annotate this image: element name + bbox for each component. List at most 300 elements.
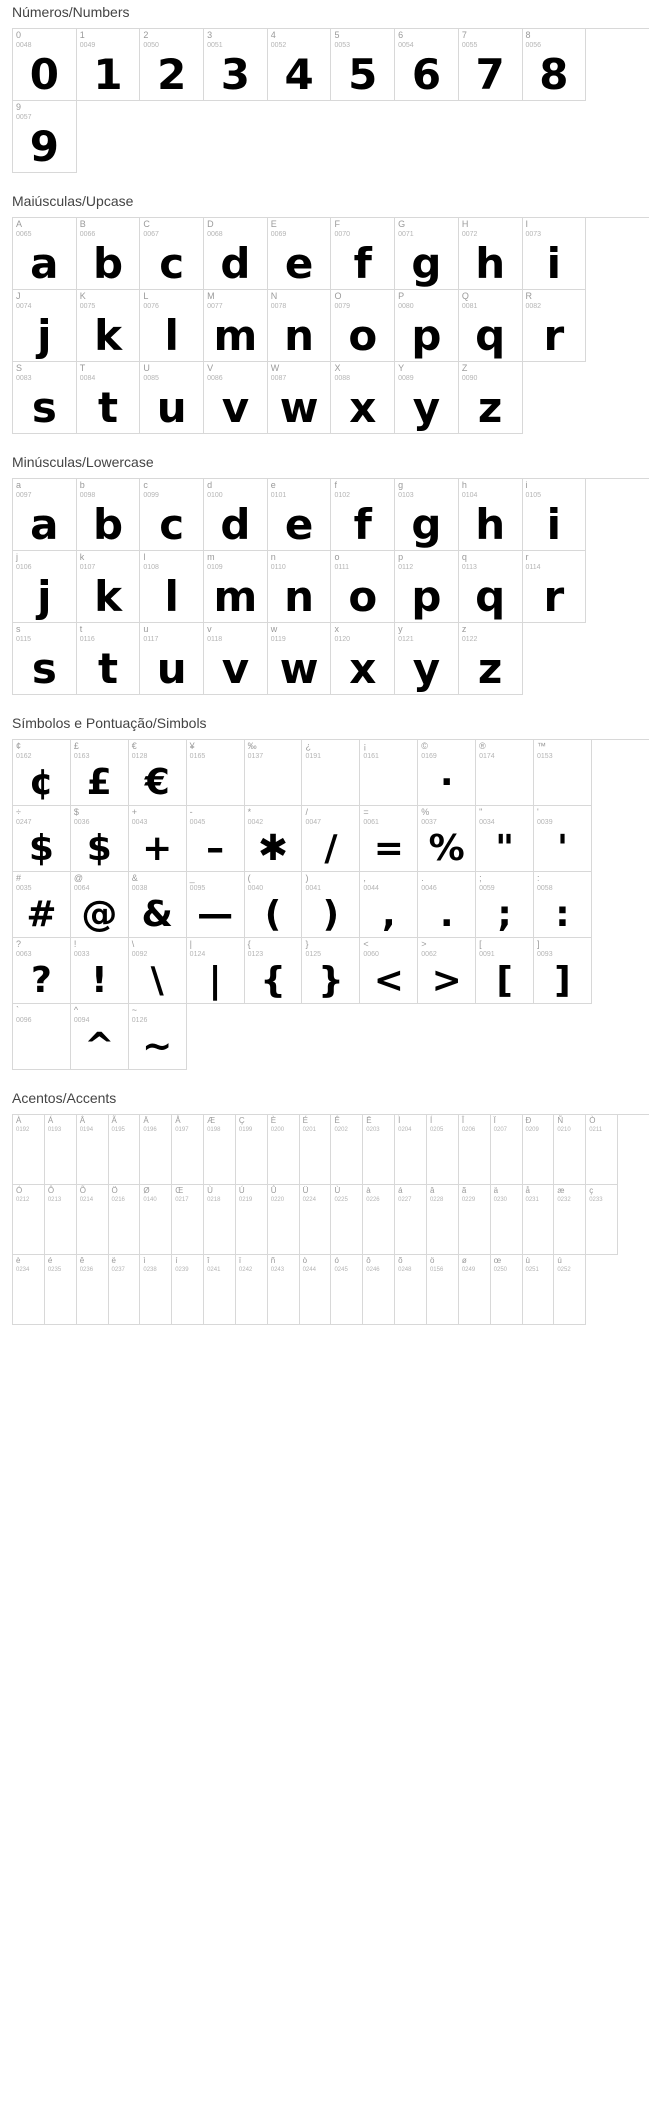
glyph-preview: f <box>353 500 372 549</box>
glyph-cell[interactable] <box>45 1255 77 1325</box>
glyph-cell[interactable] <box>395 29 459 101</box>
glyph-cell[interactable] <box>363 1115 395 1185</box>
glyph-labels <box>77 290 140 310</box>
glyph-preview: c <box>159 239 185 288</box>
glyph-code-label: 0137 <box>247 753 264 760</box>
glyph-cell[interactable] <box>13 938 71 1004</box>
glyph-cell[interactable] <box>172 1115 204 1185</box>
glyph-cell[interactable] <box>13 290 77 362</box>
glyph-character-label: : <box>537 873 540 883</box>
glyph-cell[interactable] <box>331 362 395 434</box>
glyph-cell[interactable] <box>302 740 360 806</box>
glyph-character-label: O <box>334 291 342 301</box>
glyph-cell[interactable] <box>187 806 245 872</box>
glyph-cell[interactable] <box>13 218 77 290</box>
glyph-preview: s <box>31 383 57 432</box>
glyph-cell[interactable] <box>13 551 77 623</box>
glyph-preview: o <box>348 311 378 360</box>
glyph-labels <box>476 872 533 892</box>
glyph-cell[interactable] <box>236 1115 268 1185</box>
glyph-cell[interactable] <box>268 1255 300 1325</box>
glyph-character-label: , <box>363 873 366 883</box>
glyph-character-label: å <box>525 1186 530 1195</box>
glyph-cell[interactable] <box>71 740 129 806</box>
glyph-cell[interactable] <box>13 1004 71 1070</box>
glyph-cell[interactable] <box>13 1255 45 1325</box>
glyph-cell[interactable] <box>204 479 268 551</box>
glyph-cell[interactable] <box>534 740 592 806</box>
glyph-preview: r <box>543 311 565 360</box>
glyph-cell[interactable] <box>204 1115 236 1185</box>
glyph-cell[interactable] <box>331 218 395 290</box>
glyph-preview: y <box>412 383 441 432</box>
glyph-cell[interactable] <box>331 29 395 101</box>
glyph-labels <box>77 479 140 499</box>
glyph-cell[interactable] <box>140 479 204 551</box>
glyph-character-label: ï <box>238 1256 242 1265</box>
glyph-preview: w <box>279 644 319 693</box>
glyph-labels <box>187 806 244 826</box>
glyph-cell[interactable] <box>459 551 523 623</box>
glyph-labels <box>418 806 475 826</box>
glyph-labels <box>586 1185 617 1203</box>
glyph-cell[interactable] <box>331 1255 363 1325</box>
glyph-cell[interactable] <box>172 1255 204 1325</box>
glyph-cell[interactable] <box>268 623 332 695</box>
glyph-labels <box>140 479 203 499</box>
glyph-cell[interactable] <box>13 740 71 806</box>
glyph-code-label: 0232 <box>557 1197 571 1203</box>
glyph-labels <box>363 1115 394 1133</box>
glyph-preview: , <box>381 894 396 935</box>
glyph-cell[interactable] <box>140 362 204 434</box>
glyph-character-label: ö <box>429 1256 435 1265</box>
glyph-cell[interactable] <box>245 872 303 938</box>
glyph-preview: / <box>324 828 338 869</box>
glyph-cell[interactable] <box>204 218 268 290</box>
glyph-cell[interactable] <box>45 1185 77 1255</box>
glyph-cell[interactable] <box>459 218 523 290</box>
glyph-cell[interactable] <box>268 29 332 101</box>
glyph-cell[interactable] <box>395 218 459 290</box>
glyph-cell[interactable] <box>331 623 395 695</box>
glyph-cell[interactable] <box>459 362 523 434</box>
glyph-cell[interactable] <box>395 1255 427 1325</box>
glyph-cell[interactable] <box>360 806 418 872</box>
glyph-cell[interactable] <box>268 218 332 290</box>
glyph-grid <box>12 28 649 173</box>
glyph-cell[interactable] <box>418 938 476 1004</box>
glyph-character-label: e <box>270 480 276 490</box>
glyph-cell[interactable] <box>302 872 360 938</box>
glyph-cell[interactable] <box>360 872 418 938</box>
glyph-cell[interactable] <box>395 290 459 362</box>
glyph-labels <box>363 1255 394 1273</box>
glyph-code-label: 0050 <box>143 42 159 49</box>
glyph-character-label: m <box>207 552 215 562</box>
glyph-labels <box>534 938 591 958</box>
glyph-preview: 1 <box>93 50 123 99</box>
glyph-code-label: 0093 <box>537 951 553 958</box>
glyph-cell[interactable] <box>187 740 245 806</box>
glyph-cell[interactable] <box>331 479 395 551</box>
glyph-labels <box>523 218 586 238</box>
glyph-cell[interactable] <box>427 1255 459 1325</box>
glyph-code-label: 0246 <box>366 1267 380 1273</box>
glyph-cell[interactable] <box>586 1115 618 1185</box>
glyph-preview: b <box>92 239 124 288</box>
glyph-character-label: Q <box>461 291 469 301</box>
glyph-cell[interactable] <box>129 806 187 872</box>
glyph-cell[interactable] <box>129 740 187 806</box>
glyph-cell[interactable] <box>459 479 523 551</box>
glyph-preview: i <box>546 500 562 549</box>
section-title: Minúsculas/Lowercase <box>12 454 154 470</box>
glyph-cell[interactable] <box>172 1185 204 1255</box>
glyph-cell[interactable] <box>204 551 268 623</box>
glyph-cell[interactable] <box>459 290 523 362</box>
glyph-cell[interactable] <box>300 1115 332 1185</box>
glyph-character-label: S <box>16 363 23 373</box>
glyph-cell[interactable] <box>77 623 141 695</box>
glyph-cell[interactable] <box>13 1115 45 1185</box>
glyph-cell[interactable] <box>268 362 332 434</box>
glyph-preview: o <box>348 572 378 621</box>
glyph-character-label: è <box>16 1256 21 1265</box>
glyph-cell[interactable] <box>13 29 77 101</box>
glyph-cell[interactable] <box>523 479 587 551</box>
glyph-labels <box>45 1115 76 1133</box>
glyph-character-label: Ú <box>238 1186 245 1195</box>
glyph-cell[interactable] <box>129 872 187 938</box>
glyph-character-label: Á <box>47 1116 54 1125</box>
glyph-cell[interactable] <box>71 806 129 872</box>
glyph-labels <box>13 479 76 499</box>
glyph-cell[interactable] <box>459 623 523 695</box>
glyph-labels <box>71 1004 128 1024</box>
glyph-character-label: ™ <box>537 741 547 751</box>
glyph-cell[interactable] <box>268 1115 300 1185</box>
glyph-character-label: õ <box>398 1256 403 1265</box>
glyph-cell[interactable] <box>523 29 587 101</box>
glyph-cell[interactable] <box>427 1115 459 1185</box>
glyph-cell[interactable] <box>268 479 332 551</box>
glyph-cell[interactable] <box>71 1004 129 1070</box>
glyph-labels <box>268 362 331 382</box>
glyph-cell[interactable] <box>476 872 534 938</box>
glyph-cell[interactable] <box>109 1185 141 1255</box>
glyph-cell[interactable] <box>418 872 476 938</box>
glyph-character-label: Û <box>270 1186 277 1195</box>
glyph-cell[interactable] <box>395 1115 427 1185</box>
glyph-character-label: ê <box>79 1256 85 1265</box>
glyph-labels <box>204 362 267 382</box>
glyph-code-label: 0162 <box>16 753 32 760</box>
glyph-cell[interactable] <box>523 218 587 290</box>
glyph-preview: j <box>37 572 52 621</box>
glyph-cell[interactable] <box>13 479 77 551</box>
glyph-character-label: - <box>189 807 193 817</box>
glyph-cell[interactable] <box>204 362 268 434</box>
glyph-cell[interactable] <box>459 1115 491 1185</box>
glyph-cell[interactable] <box>586 1185 618 1255</box>
glyph-cell[interactable] <box>204 1185 236 1255</box>
glyph-labels <box>302 938 359 958</box>
glyph-character-label: ÷ <box>16 807 21 817</box>
glyph-labels <box>302 872 359 892</box>
glyph-labels <box>395 1115 426 1133</box>
glyph-cell[interactable] <box>395 623 459 695</box>
glyph-character-label: z <box>461 624 467 634</box>
glyph-cell[interactable] <box>204 1255 236 1325</box>
glyph-grid <box>12 739 649 1070</box>
glyph-character-label: ; <box>479 873 482 883</box>
glyph-cell[interactable] <box>523 1115 555 1185</box>
glyph-cell[interactable] <box>395 362 459 434</box>
glyph-code-label: 0102 <box>334 492 351 499</box>
glyph-cell[interactable] <box>77 479 141 551</box>
glyph-character-label: o <box>334 552 340 562</box>
glyph-labels <box>395 218 458 238</box>
glyph-cell[interactable] <box>187 872 245 938</box>
glyph-cell[interactable] <box>363 1255 395 1325</box>
glyph-cell[interactable] <box>554 1185 586 1255</box>
glyph-labels <box>331 551 394 571</box>
glyph-labels <box>418 740 475 760</box>
glyph-cell[interactable] <box>77 29 141 101</box>
glyph-labels <box>523 1255 554 1273</box>
glyph-cell[interactable] <box>331 1115 363 1185</box>
glyph-cell[interactable] <box>77 1185 109 1255</box>
glyph-preview: – <box>206 828 225 869</box>
glyph-cell[interactable] <box>395 1185 427 1255</box>
glyph-cell[interactable] <box>491 1255 523 1325</box>
glyph-cell[interactable] <box>129 1004 187 1070</box>
glyph-code-label: 0068 <box>207 231 223 238</box>
glyph-cell[interactable] <box>245 938 303 1004</box>
glyph-cell[interactable] <box>360 938 418 1004</box>
glyph-character-label: p <box>398 552 404 562</box>
glyph-character-label: | <box>189 939 193 949</box>
glyph-cell[interactable] <box>71 872 129 938</box>
glyph-labels <box>300 1255 331 1273</box>
glyph-code-label: 0210 <box>557 1127 571 1133</box>
glyph-cell[interactable] <box>523 1185 555 1255</box>
glyph-cell[interactable] <box>77 218 141 290</box>
glyph-code-label: 0235 <box>47 1267 62 1273</box>
glyph-cell[interactable] <box>268 1185 300 1255</box>
glyph-cell[interactable] <box>523 1255 555 1325</box>
glyph-preview: v <box>221 644 250 693</box>
glyph-cell[interactable] <box>268 290 332 362</box>
glyph-labels <box>13 872 70 892</box>
glyph-code-label: 0115 <box>16 636 32 643</box>
glyph-code-label: 0121 <box>398 636 414 643</box>
glyph-cell[interactable] <box>13 101 77 173</box>
glyph-cell[interactable] <box>418 806 476 872</box>
glyph-labels <box>418 872 475 892</box>
glyph-cell[interactable] <box>268 551 332 623</box>
glyph-character-label: ñ <box>270 1256 276 1265</box>
glyph-cell[interactable] <box>13 362 77 434</box>
glyph-cell[interactable] <box>534 938 592 1004</box>
glyph-code-label: 0072 <box>461 231 478 238</box>
glyph-labels <box>459 29 522 49</box>
glyph-cell[interactable] <box>245 740 303 806</box>
glyph-cell[interactable] <box>140 1255 172 1325</box>
glyph-character-label: 7 <box>461 30 467 40</box>
glyph-code-label: 0120 <box>334 636 351 643</box>
glyph-code-label: 0197 <box>175 1127 189 1133</box>
glyph-labels <box>77 218 140 238</box>
glyph-cell[interactable] <box>204 623 268 695</box>
glyph-cell[interactable] <box>459 29 523 101</box>
glyph-cell[interactable] <box>140 218 204 290</box>
glyph-cell[interactable] <box>459 1255 491 1325</box>
glyph-code-label: 0080 <box>398 303 414 310</box>
glyph-cell[interactable] <box>236 1185 268 1255</box>
glyph-cell[interactable] <box>476 806 534 872</box>
glyph-labels <box>268 1255 299 1273</box>
glyph-cell[interactable] <box>129 938 187 1004</box>
glyph-preview: n <box>284 572 315 621</box>
glyph-cell[interactable] <box>236 1255 268 1325</box>
glyph-cell[interactable] <box>77 362 141 434</box>
glyph-cell[interactable] <box>331 1185 363 1255</box>
glyph-cell[interactable] <box>13 1185 45 1255</box>
glyph-code-label: 0111 <box>334 564 349 571</box>
glyph-cell[interactable] <box>187 938 245 1004</box>
glyph-cell[interactable] <box>109 1255 141 1325</box>
glyph-cell[interactable] <box>300 1185 332 1255</box>
glyph-cell[interactable] <box>13 872 71 938</box>
glyph-labels <box>523 1115 554 1133</box>
glyph-labels <box>268 623 331 643</box>
glyph-cell[interactable] <box>331 551 395 623</box>
section-spacer <box>0 1325 661 1331</box>
glyph-preview: p <box>411 572 442 621</box>
glyph-character-label: R <box>525 291 532 301</box>
glyph-code-label: 0201 <box>302 1127 316 1133</box>
glyph-preview: ~ <box>142 1026 173 1067</box>
glyph-cell[interactable] <box>363 1185 395 1255</box>
glyph-cell[interactable] <box>418 740 476 806</box>
glyph-character-label: ó <box>334 1256 339 1265</box>
glyph-cell[interactable] <box>140 623 204 695</box>
glyph-cell[interactable] <box>140 29 204 101</box>
glyph-character-label: ( <box>247 873 251 883</box>
glyph-labels <box>129 806 186 826</box>
glyph-character-label: L <box>143 291 149 301</box>
glyph-cell[interactable] <box>140 1185 172 1255</box>
glyph-cell[interactable] <box>534 806 592 872</box>
glyph-cell[interactable] <box>245 806 303 872</box>
glyph-preview: q <box>475 311 506 360</box>
glyph-labels <box>140 362 203 382</box>
glyph-cell[interactable] <box>300 1255 332 1325</box>
glyph-cell[interactable] <box>459 1185 491 1255</box>
glyph-code-label: 0191 <box>305 753 322 760</box>
glyph-cell[interactable] <box>140 551 204 623</box>
glyph-cell[interactable] <box>140 1115 172 1185</box>
glyph-character-label: Ê <box>334 1116 340 1125</box>
glyph-code-label: 0119 <box>270 636 286 643</box>
glyph-code-label: 0234 <box>16 1267 30 1273</box>
glyph-cell[interactable] <box>140 290 204 362</box>
glyph-code-label: 0098 <box>79 492 96 499</box>
glyph-cell[interactable] <box>395 479 459 551</box>
glyph-labels <box>13 101 76 121</box>
glyph-labels <box>204 1185 235 1203</box>
glyph-cell[interactable] <box>491 1115 523 1185</box>
glyph-cell[interactable] <box>554 1115 586 1185</box>
glyph-cell[interactable] <box>523 290 587 362</box>
glyph-character-label: > <box>421 939 427 949</box>
glyph-cell[interactable] <box>360 740 418 806</box>
glyph-cell[interactable] <box>71 938 129 1004</box>
glyph-code-label: 0043 <box>131 819 148 826</box>
glyph-cell[interactable] <box>13 806 71 872</box>
glyph-character-label: Í <box>429 1116 433 1125</box>
glyph-code-label: 0163 <box>73 753 90 760</box>
glyph-code-label: 0060 <box>363 951 379 958</box>
glyph-code-label: 0245 <box>334 1267 348 1273</box>
glyph-cell[interactable] <box>427 1185 459 1255</box>
glyph-labels <box>204 290 267 310</box>
glyph-code-label: 0218 <box>207 1197 221 1203</box>
glyph-cell[interactable] <box>554 1255 586 1325</box>
glyph-cell[interactable] <box>77 551 141 623</box>
glyph-preview: k <box>94 572 122 621</box>
glyph-cell[interactable] <box>77 290 141 362</box>
glyph-cell[interactable] <box>109 1115 141 1185</box>
glyph-cell[interactable] <box>302 806 360 872</box>
glyph-preview: £ <box>86 762 112 803</box>
glyph-cell[interactable] <box>302 938 360 1004</box>
glyph-cell[interactable] <box>534 872 592 938</box>
glyph-cell[interactable] <box>13 623 77 695</box>
glyph-character-label: Z <box>461 363 468 373</box>
glyph-cell[interactable] <box>77 1255 109 1325</box>
glyph-code-label: 0033 <box>73 951 90 958</box>
glyph-cell[interactable] <box>491 1185 523 1255</box>
glyph-character-label: u <box>143 624 149 634</box>
glyph-cell[interactable] <box>331 290 395 362</box>
glyph-character-label: % <box>421 807 430 817</box>
glyph-code-label: 0220 <box>270 1197 285 1203</box>
glyph-character-label: ? <box>16 939 22 949</box>
glyph-labels <box>71 872 128 892</box>
glyph-cell[interactable] <box>204 290 268 362</box>
glyph-cell[interactable] <box>77 1115 109 1185</box>
glyph-cell[interactable] <box>523 551 587 623</box>
glyph-cell[interactable] <box>395 551 459 623</box>
glyph-preview: u <box>156 383 187 432</box>
glyph-labels <box>13 1185 44 1203</box>
glyph-cell[interactable] <box>204 29 268 101</box>
glyph-cell[interactable] <box>476 938 534 1004</box>
glyph-cell[interactable] <box>476 740 534 806</box>
glyph-preview: 7 <box>475 50 505 99</box>
glyph-labels <box>418 938 475 958</box>
glyph-character-label: + <box>131 807 138 817</box>
glyph-code-label: 0212 <box>16 1197 30 1203</box>
glyph-code-label: 0247 <box>16 819 32 826</box>
glyph-cell[interactable] <box>45 1115 77 1185</box>
glyph-code-label: 0042 <box>247 819 264 826</box>
glyph-character-label: < <box>363 939 369 949</box>
glyph-code-label: 0196 <box>143 1127 157 1133</box>
